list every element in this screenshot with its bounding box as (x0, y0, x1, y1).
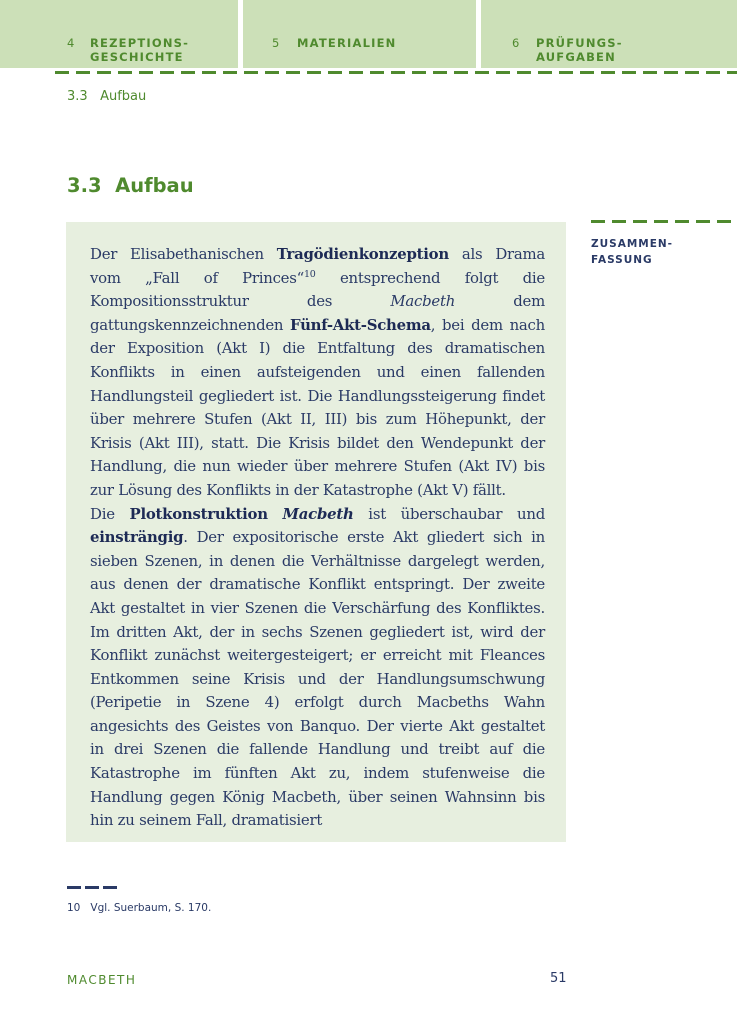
tab-label: PRÜFUNGS- AUFGABEN (536, 36, 623, 64)
tab-materialien[interactable] (243, 0, 476, 68)
tab-number: 4 (67, 36, 76, 50)
tab-rezeptionsgeschichte[interactable] (0, 0, 238, 68)
breadcrumb-number: 3.3 (67, 89, 88, 104)
section-number: 3.3 (67, 174, 102, 197)
text-run: Die (90, 504, 130, 523)
text-run: dem gattungskennzeichnenden (90, 292, 545, 334)
chapter-tabs (0, 0, 737, 68)
tab-label: REZEPTIONS- GESCHICHTE (90, 36, 190, 64)
tab-pruefungsaufgaben[interactable] (481, 0, 737, 68)
tab-number: 5 (272, 36, 281, 50)
summary-paragraph-2 (90, 503, 545, 833)
header-divider (55, 71, 737, 74)
footnote-number: 10 (67, 902, 81, 914)
emphasis-term: einsträngig (90, 528, 184, 547)
text-run: entsprechend folgt die Kompositionsstruktur des (90, 268, 545, 311)
text-run: ist überschaubar und (353, 504, 545, 523)
text-run: . Der expositorische erste Akt gliedert sich in sieben Szenen, in denen die Verhältnisse dargelegt werden, aus denen der dramatische Konflikt entspringt. Der zweite Akt gestaltet in vier Szenen die Verschärfung des Konfliktes. Im dritten Akt, der in sechs Szenen gegliedert ist, wird der Konflikt zunächst weitergesteigert; er erreicht mit Fleances Entkommen seine Krisis und der Handlungsumschwung (Peripetie in Szene 4) erfolgt durch Macbeths Wahn angesichts des Geistes von Banquo. Der vierte Akt gestaltet in drei Szenen die fallende Handlung und treibt auf die Katastrophe im fünften Akt zu, indem stufenweise die Handlung gegen König Macbeth, über seinen Wahnsinn bis hin zu seinem Fall, dramatisiert (90, 528, 545, 830)
sidebar-rule (591, 220, 737, 223)
emphasis-term: Plotkonstruktion (129, 504, 268, 523)
text-run (268, 505, 283, 523)
breadcrumb (67, 89, 146, 104)
text-run: Der Elisabethanischen (90, 245, 277, 263)
work-title: Macbeth (282, 504, 354, 523)
footer-book-title: MACBETH (67, 973, 137, 987)
tab-label: MATERIALIEN (297, 36, 397, 50)
emphasis-term: Fünf-Akt-Schema (290, 315, 431, 334)
text-run: als Drama vom „Fall of Princes“ (90, 245, 546, 287)
sidebar-label-line-1: ZUSAMMEN- (591, 238, 674, 250)
footnote-rule (67, 886, 117, 889)
emphasis-term: Tragödienkonzeption (276, 245, 449, 263)
footnote (67, 902, 211, 914)
breadcrumb-title: Aufbau (100, 89, 147, 104)
footnote-text: Vgl. Suerbaum, S. 170. (90, 902, 212, 914)
footnote-reference[interactable]: 10 (304, 268, 316, 280)
section-heading: Aufbau (115, 174, 194, 197)
work-title: Macbeth (390, 292, 456, 311)
tab-number: 6 (512, 36, 521, 50)
section-title (67, 174, 194, 197)
summary-paragraph-1 (90, 243, 545, 503)
sidebar-label-line-2: FASSUNG (591, 254, 653, 266)
text-run: , bei dem nach der Exposition (Akt I) die Entfaltung des dramatischen Konflikts in einen aufsteigenden und einen fallenden Handlungsteil gegliedert ist. Die Handlungssteigerung findet über mehrere Stufen (Akt II, III) bis zum Höhepunkt, der Krisis (Akt III), statt. Die Krisis bildet den Wendepunkt der Handlung, die nun wieder über mehrere Stufen (Akt IV) bis zur Lösung des Konflikts in der Katastrophe (Akt V) fällt. (90, 315, 545, 499)
page-number: 51 (550, 971, 567, 986)
sidebar-label (591, 236, 673, 268)
summary-text (90, 243, 545, 833)
